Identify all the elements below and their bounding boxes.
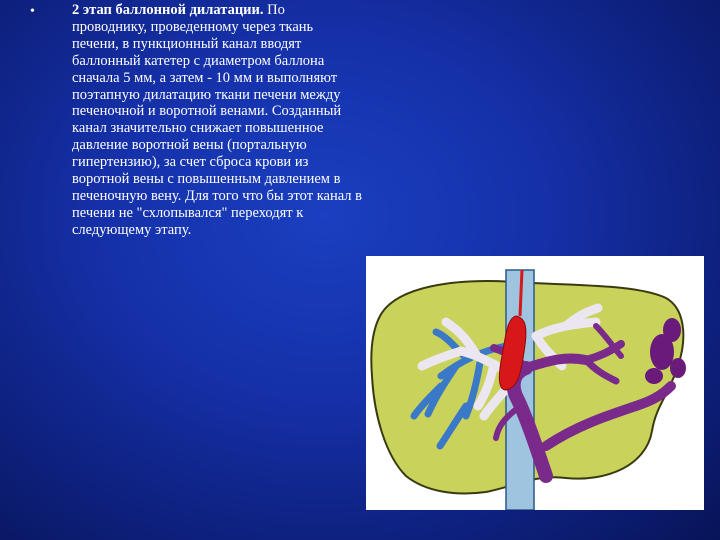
step-description: По проводнику, проведенному через ткань печени, в пункционный канал вводят баллонный катетер с диаметром баллона сначала 5 мм, а затем - 10 мм и выполняют поэтапную дилатацию ткани печени между печеночной и воротной венами. Созданный канал значительно снижает повышенное давление воротной вены (портальную гипертензию), за счет сброса крови из воротной вены с повышенным давлением в печеночную вену. Для того что бы этот канал в печени не "схлопывался" переходят к следующему этапу. xyxy=(72,2,362,238)
body-text xyxy=(72,2,362,239)
bullet-marker: • xyxy=(30,4,35,19)
liver-diagram-icon xyxy=(366,256,704,510)
step-heading: 2 этап баллонной дилатации. xyxy=(72,2,264,18)
balloon-catheter xyxy=(520,270,522,316)
liver-illustration xyxy=(366,256,704,510)
